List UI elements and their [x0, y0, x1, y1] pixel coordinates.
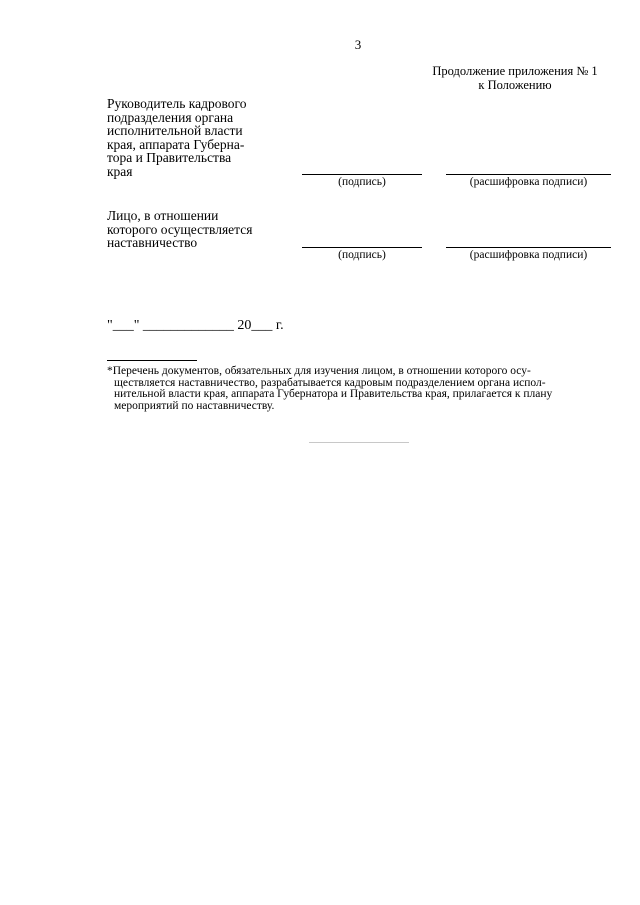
- appendix-header: [420, 64, 610, 92]
- appendix-line-2: к Положению: [478, 78, 552, 92]
- mentee-label: [107, 209, 277, 250]
- signature-caption: (подпись): [338, 176, 386, 188]
- supervisor-label-line: Руководитель кадрового: [107, 96, 247, 111]
- page-number: 3: [354, 37, 362, 52]
- mentee-label-line: которого осуществляется: [107, 221, 253, 237]
- mentee-label-line: Лицо, в отношении: [107, 208, 219, 223]
- footnote-separator: [107, 360, 197, 361]
- signature-line: [302, 247, 422, 248]
- signature-decode-line: [446, 247, 611, 248]
- signature-decode-caption: (расшифровка подписи): [469, 176, 588, 188]
- footnote-line: нительной власти края, аппарата Губернатора и Правительства края, прилагается к плану: [114, 388, 553, 400]
- signature-caption: (подпись): [338, 249, 386, 261]
- signature-decode-caption: (расшифровка подписи): [469, 249, 588, 261]
- end-separator: [309, 442, 409, 443]
- footnote-line: мероприятий по наставничеству.: [114, 399, 275, 412]
- signature-line: [302, 174, 422, 175]
- supervisor-label-line: края, аппарата Губерна-: [107, 136, 245, 152]
- mentee-label-line: наставничество: [107, 235, 198, 250]
- supervisor-label-line: подразделения органа: [107, 109, 234, 125]
- footnote-line: ществляется наставничество, разрабатывается кадровым подразделением органа испол-: [114, 376, 546, 389]
- supervisor-label-line: края: [107, 163, 133, 179]
- supervisor-label-line: исполнительной власти: [107, 123, 243, 138]
- date-line: "___" _____________ 20___ г.: [107, 318, 284, 333]
- signature-decode-line: [446, 174, 611, 175]
- footnote: [107, 366, 611, 412]
- supervisor-label: [107, 97, 277, 178]
- footnote-line: *Перечень документов, обязательных для изучения лицом, в отношении которого осу-: [107, 365, 531, 377]
- appendix-line-1: Продолжение приложения № 1: [432, 64, 598, 78]
- supervisor-label-line: тора и Правительства: [107, 150, 232, 165]
